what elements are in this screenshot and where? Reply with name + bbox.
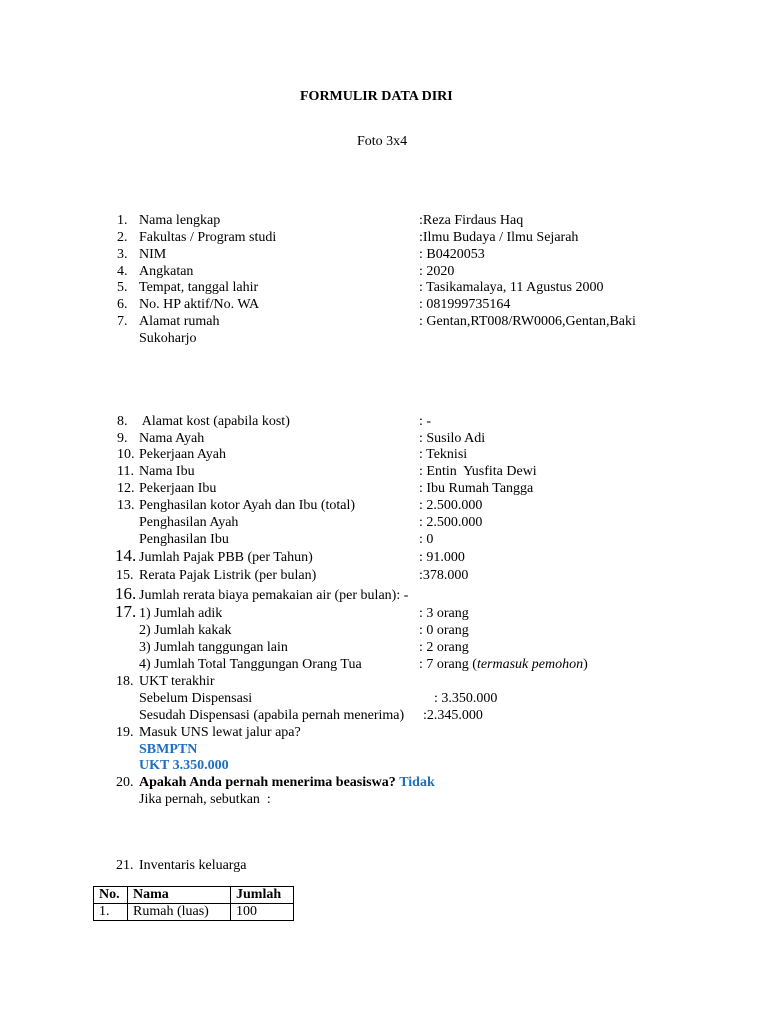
item-18-after-label: Sesudah Dispensasi (apabila pernah menerima) [139,708,405,723]
item-20-sub: Jika pernah, sebutkan : [139,792,271,807]
item-15-num: 15. [116,568,134,583]
item-17-4-value-end: ) [583,657,588,672]
item-7-num: 7. [117,314,128,329]
item-6-value: : 081999735164 [419,297,511,312]
item-18-before-value: : 3.350.000 [434,691,498,706]
item-13-label: Penghasilan kotor Ayah dan Ibu (total) [139,498,356,513]
item-2-value: :Ilmu Budaya / Ilmu Sejarah [419,230,579,245]
item-4-num: 4. [117,264,128,279]
item-17-1-label: 1) Jumlah adik [139,606,223,621]
table-header-row [94,887,294,904]
item-1-value: :Reza Firdaus Haq [419,213,524,228]
item-6-label: No. HP aktif/No. WA [139,297,260,312]
item-13b-label: Penghasilan Ayah [139,515,239,530]
item-8-label: Alamat kost (apabila kost) [139,414,290,429]
item-20-answer: Tidak [399,775,435,790]
item-20-label: Apakah Anda pernah menerima beasiswa? [139,775,396,790]
item-12-label: Pekerjaan Ibu [139,481,217,496]
item-3-num: 3. [117,247,128,262]
item-11-value: : Entin Yusfita Dewi [419,464,537,479]
item-9-value: : Susilo Adi [419,431,486,446]
item-18-after-value: :2.345.000 [423,708,483,723]
item-11-num: 11. [117,464,134,479]
item-7-continuation: Sukoharjo [139,331,197,346]
table-cell-no: 1. [94,904,128,921]
item-13-num: 13. [117,498,135,513]
item-9-label: Nama Ayah [139,431,205,446]
item-17-1-value: : 3 orang [419,606,469,621]
item-13-value: : 2.500.000 [419,498,483,513]
item-17-4-value-italic: termasuk pemohon [476,657,584,672]
item-17-3-label: 3) Jumlah tanggungan lain [139,640,288,655]
item-16-label: Jumlah rerata biaya pemakaian air (per bulan): - [139,588,409,603]
item-5-label: Tempat, tanggal lahir [139,280,259,295]
item-21-num: 21. [116,858,134,873]
item-10-value: : Teknisi [419,447,468,462]
item-13b-value: : 2.500.000 [419,515,483,530]
item-1-num: 1. [117,213,128,228]
item-19-label: Masuk UNS lewat jalur apa? [139,725,301,740]
item-20-num: 20. [116,775,134,790]
item-12-num: 12. [117,481,135,496]
item-11-label: Nama Ibu [139,464,195,479]
table-row [94,904,294,921]
item-15-value: :378.000 [419,568,469,583]
item-3-value: : B0420053 [419,247,485,262]
item-2-num: 2. [117,230,128,245]
table-header-jumlah: Jumlah [231,887,294,904]
item-5-value: : Tasikamalaya, 11 Agustus 2000 [419,280,604,295]
table-header-no: No. [94,887,128,904]
item-8-num: 8. [117,414,128,429]
item-13c-value: : 0 [419,532,434,547]
item-4-label: Angkatan [139,264,194,279]
item-18-num: 18. [116,674,134,689]
item-17-4-value [419,657,588,673]
item-17-num: 17. [115,602,137,621]
item-5-num: 5. [117,280,128,295]
item-6-num: 6. [117,297,128,312]
table-cell-jumlah: 100 [231,904,294,921]
item-16-num: 16. [115,584,137,603]
item-13c-label: Penghasilan Ibu [139,532,229,547]
table-header-nama: Nama [128,887,231,904]
table-cell-nama: Rumah (luas) [128,904,231,921]
item-19-num: 19. [116,725,134,740]
item-7-label: Alamat rumah [139,314,220,329]
item-17-4-label: 4) Jumlah Total Tanggungan Orang Tua [139,657,362,672]
item-19-answer-1: SBMPTN [139,742,198,757]
item-21-label: Inventaris keluarga [139,858,247,873]
item-10-label: Pekerjaan Ayah [139,447,226,462]
item-19-answer-2: UKT 3.350.000 [139,758,229,773]
item-7-value: : Gentan,RT008/RW0006,Gentan,Baki [419,314,636,329]
item-18-label: UKT terakhir [139,674,215,689]
item-12-value: : Ibu Rumah Tangga [419,481,534,496]
item-14-label: Jumlah Pajak PBB (per Tahun) [139,550,313,565]
item-17-4-value-a: : 7 orang ( [419,657,477,672]
item-20-line [139,775,435,791]
item-18-before-label: Sebelum Dispensasi [139,691,253,706]
item-9-num: 9. [117,431,128,446]
inventory-table [93,886,294,921]
item-14-value: : 91.000 [419,550,465,565]
item-15-label: Rerata Pajak Listrik (per bulan) [139,568,317,583]
item-14-num: 14. [115,546,137,565]
item-8-value: : - [419,414,432,429]
item-4-value: : 2020 [419,264,455,279]
item-3-label: NIM [139,247,167,262]
item-1-label: Nama lengkap [139,213,221,228]
item-17-2-value: : 0 orang [419,623,469,638]
page-title: FORMULIR DATA DIRI [300,89,453,104]
item-10-num: 10. [117,447,135,462]
item-2-label: Fakultas / Program studi [139,230,277,245]
photo-placeholder: Foto 3x4 [357,134,408,149]
item-17-2-label: 2) Jumlah kakak [139,623,232,638]
item-17-3-value: : 2 orang [419,640,469,655]
